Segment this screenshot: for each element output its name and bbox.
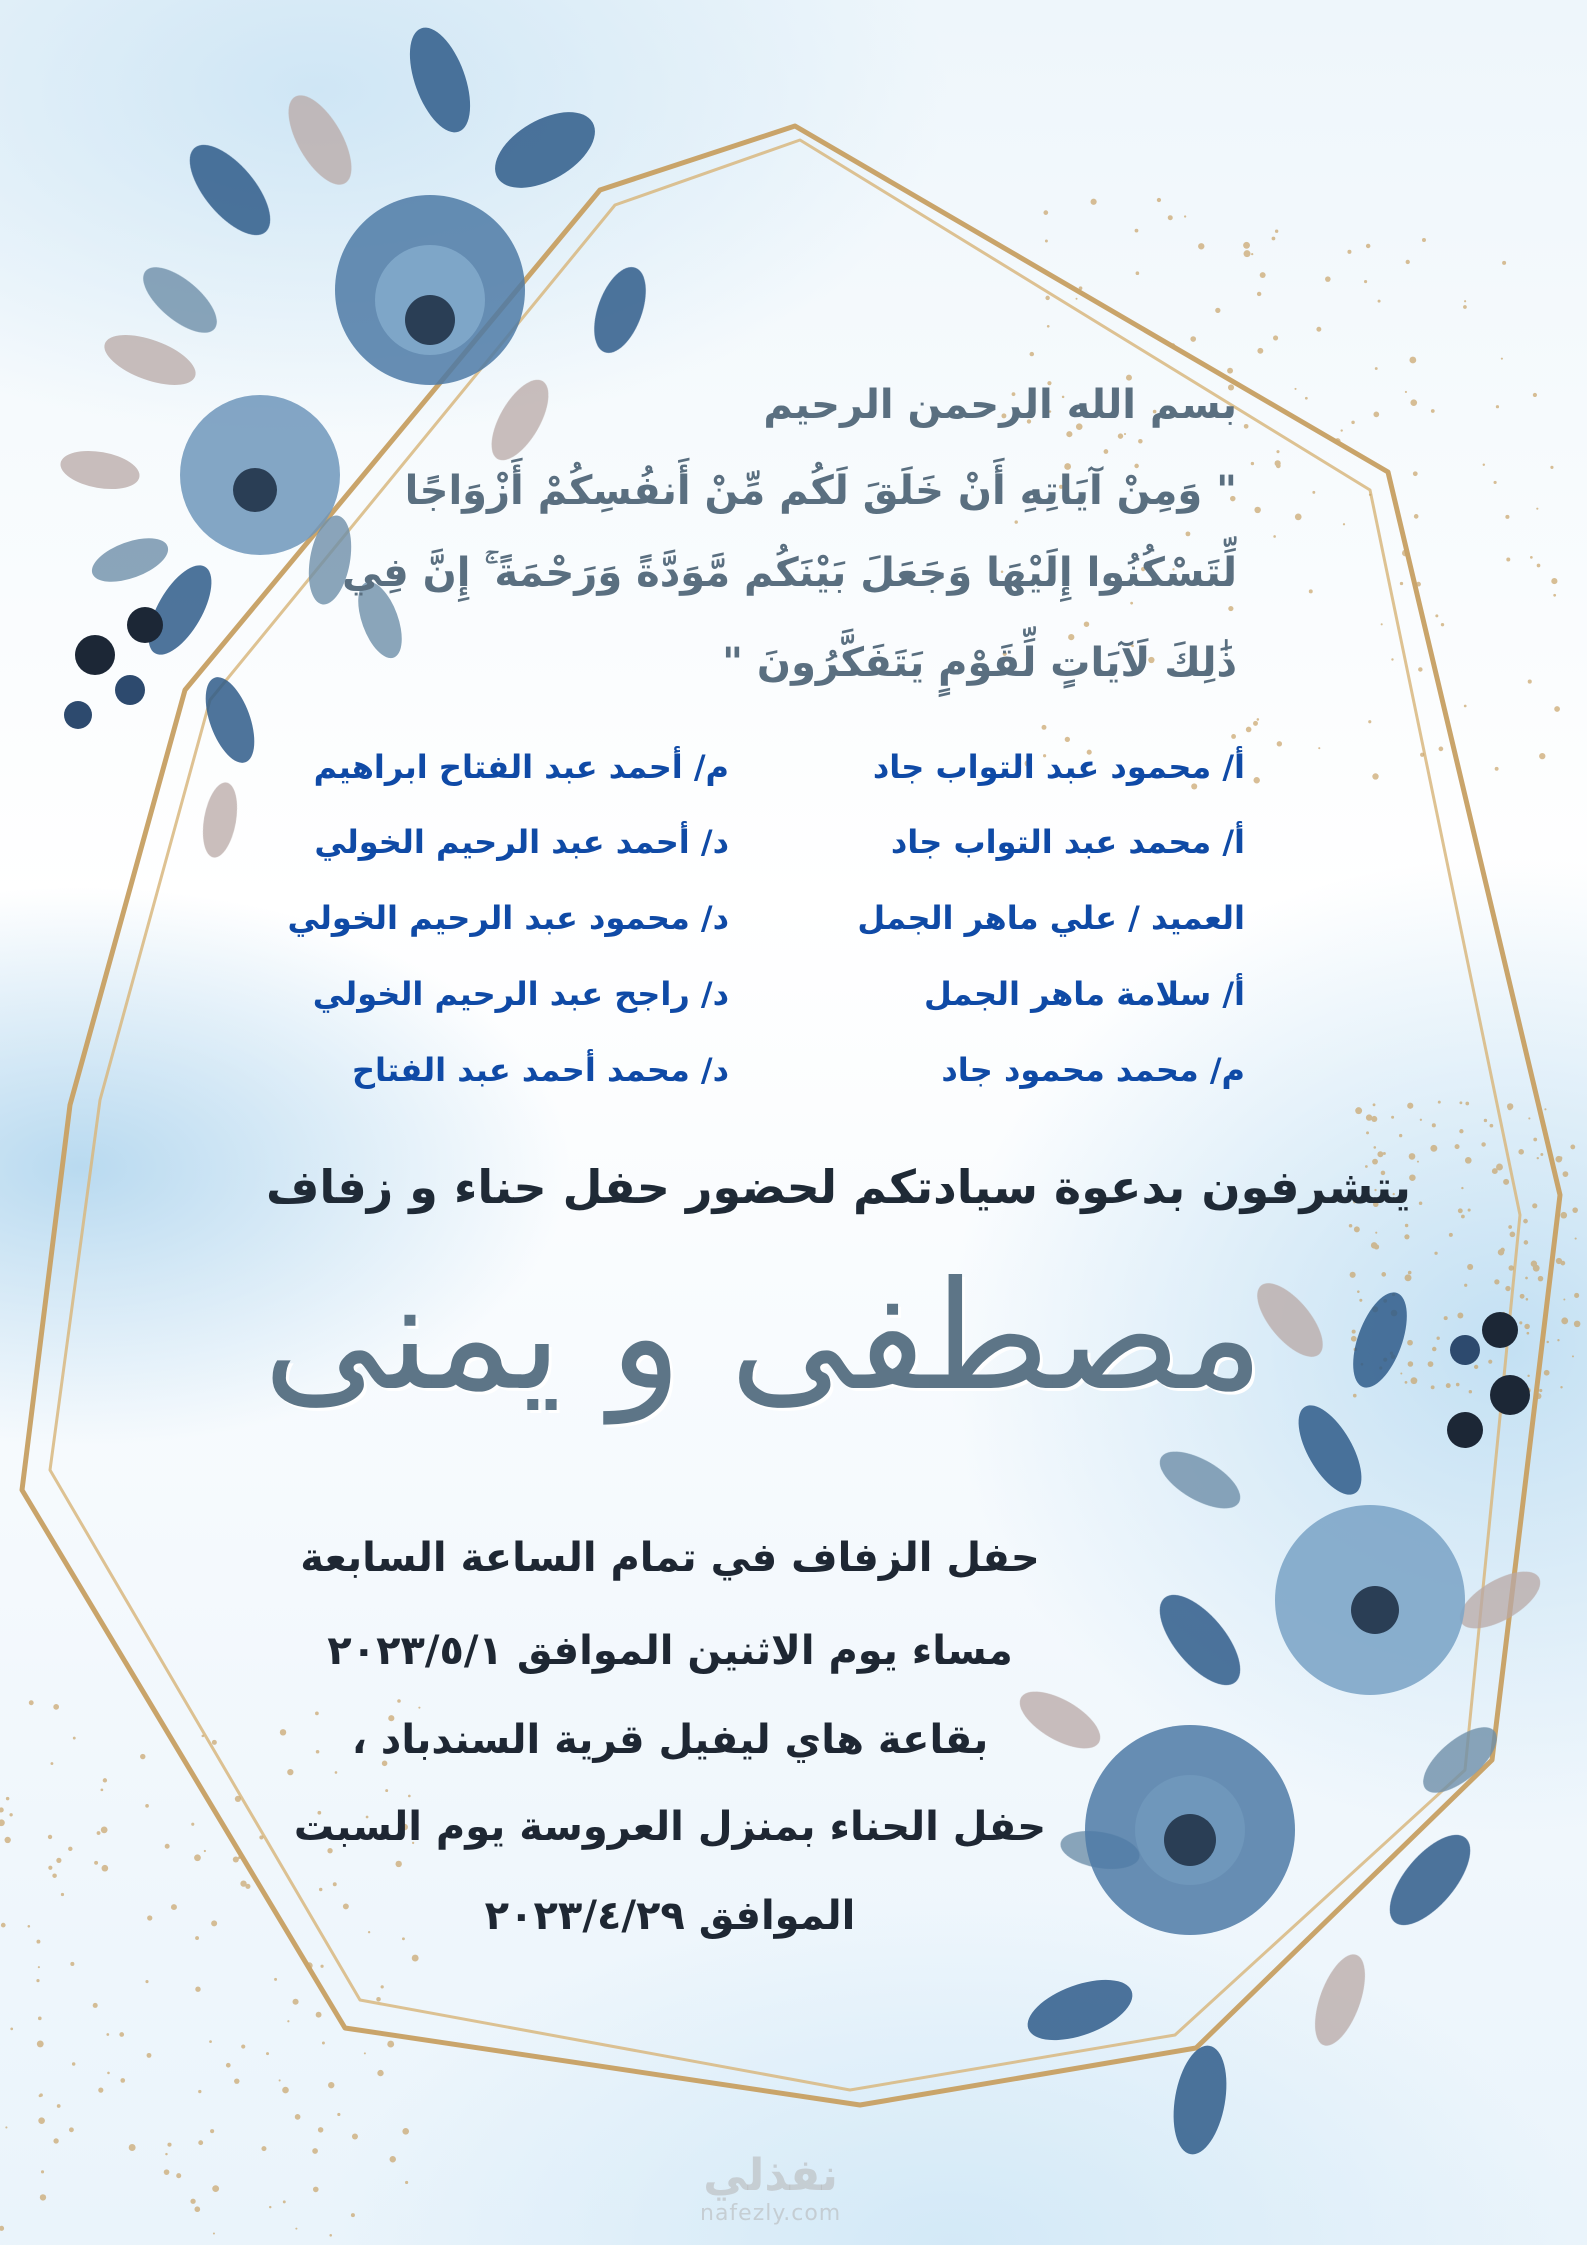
basmala: بسم الله الرحمن الرحيم: [763, 382, 1237, 428]
invitation-line: يتشرفون بدعوة سيادتكم لحضور حفل حناء و زفاف: [265, 1160, 1412, 1214]
event-detail: مساء يوم الاثنين الموافق ٢٠٢٣/٥/١: [327, 1628, 1013, 1674]
event-detail: حفل الزفاف في تمام الساعة السابعة: [300, 1535, 1040, 1581]
host-name: د/ محمد أحمد عبد الفتاح: [351, 1051, 729, 1089]
verse-line: لِّتَسْكُنُوا إِلَيْهَا وَجَعَلَ بَيْنَكُم مَّوَدَّةً وَرَحْمَةً ۚ إِنَّ فِي: [342, 550, 1237, 596]
watermark-latin: nafezly.com: [700, 2201, 842, 2226]
flower-cluster-top-left: [57, 20, 656, 860]
verse-line: ذَٰلِكَ لَآيَاتٍ لِّقَوْمٍ يَتَفَكَّرُونَ ": [722, 640, 1237, 686]
host-name: م/ محمد محمود جاد: [941, 1051, 1245, 1089]
host-name: أ/ محمد عبد التواب جاد: [890, 823, 1245, 861]
verse-line: " وَمِنْ آيَاتِهِ أَنْ خَلَقَ لَكُم مِّنْ أَنفُسِكُمْ أَزْوَاجًا: [404, 468, 1237, 514]
host-name: د/ أحمد عبد الرحيم الخولي: [314, 823, 729, 861]
watermark-arabic: نفذلي: [703, 2150, 838, 2201]
event-detail: الموافق ٢٠٢٣/٤/٢٩: [484, 1893, 856, 1939]
watermark-logo: [700, 2150, 841, 2226]
event-detail: بقاعة هاي ليفيل قرية السندباد ،: [351, 1717, 989, 1763]
event-detail: حفل الحناء بمنزل العروسة يوم السبت: [293, 1804, 1047, 1850]
host-name: العميد / علي ماهر الجمل: [857, 899, 1245, 937]
host-name: أ/ سلامة ماهر الجمل: [923, 975, 1245, 1013]
couple-names: مصطفى و يمنى: [263, 1250, 1264, 1424]
host-name: د/ محمود عبد الرحيم الخولي: [287, 899, 729, 937]
host-name: د/ راجح عبد الرحيم الخولي: [312, 975, 729, 1013]
host-name: أ/ محمود عبد التواب جاد: [872, 748, 1245, 786]
host-name: م/ أحمد عبد الفتاح ابراهيم: [313, 748, 729, 786]
